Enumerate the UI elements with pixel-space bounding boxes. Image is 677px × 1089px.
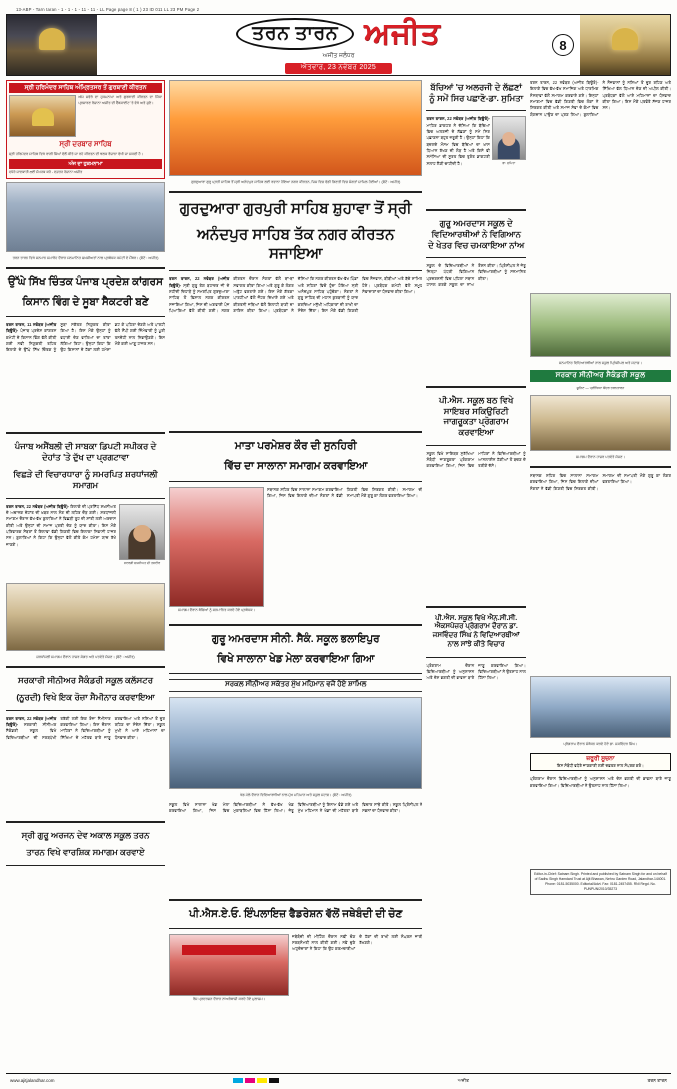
page-grid	[6, 80, 671, 1070]
doctor-portrait-photo	[492, 116, 526, 160]
school-headline-2: ਵਿਖੇ ਸਾਲਾਨਾ ਖੇਡ ਮੇਲਾ ਕਰਵਾਇਆ ਗਿਆ	[217, 652, 375, 665]
imprint-block: Editor-in-Chief: Satnam Singh. Printed and published by Satnam Singh for and on behalf of Sadhu Singh Hamdard Trust at Ajit Bhawan, Nehru Garden Road, Jalandhar-144001. Phone: 0181-5035000. Editorial/Advt. Fax: 0181-2457455. RNI Regd. No. PUNPUN/2010/35273	[530, 869, 671, 895]
promo-subhead: ਸ੍ਰੀ ਦਰਬਾਰ ਸਾਹਿਬ	[59, 141, 112, 148]
school-headline-1: ਗੁਰੂ ਅਮਰਦਾਸ ਸੀਨੀ. ਸੈਕੰ. ਸਕੂਲ ਭਲਾਇਪੁਰ	[211, 632, 380, 645]
photo-caption-2: ਸ਼ਰਧਾਂਜਲੀ ਸਮਾਗਮ ਦੌਰਾਨ ਹਾਜ਼ਰ ਸੰਗਤ ਅਤੇ ਪਤਵੰਤੇ ਸੱਜਣ। (ਫੋਟੋ : ਅਜੀਤ)	[36, 654, 135, 659]
article-3-dateline: ਤਰਨ ਤਾਰਨ, 22 ਨਵੰਬਰ (ਅਜੀਤ ਬਿਊਰੋ)-	[6, 715, 57, 728]
deceased-portrait-photo	[119, 504, 165, 560]
headline-4a: ਸ੍ਰੀ ਗੁਰੂ ਅਰਜਨ ਦੇਵ ਅਕਾਲ ਸਕੂਲ ਤਰਨ	[21, 829, 150, 840]
far-right-top-body: ਤਰਨ ਤਾਰਨ, 22 ਨਵੰਬਰ (ਅਜੀਤ ਬਿਊਰੋ)- ਇਲਾਕੇ ਵਿਚ ਵੱਖ-ਵੱਖ ਸਮਾਜਿਕ ਅਤੇ ਧਾਰਮਿਕ ਸੰਸਥਾਵਾਂ ਵੱਲੋਂ ਸਮਾਗਮ ਕਰਵਾਏ ਗਏ। ਇਨ੍ਹਾਂ ਸਮਾਗਮਾਂ ਵਿਚ ਵੱਡੀ ਗਿਣਤੀ ਵਿਚ ਲੋਕਾਂ ਨੇ ਸ਼ਿਰਕਤ ਕੀਤੀ ਅਤੇ ਸਮਾਜ ਸੇਵਾ ਦੇ ਕੰਮਾਂ ਵਿਚ ਯੋਗਦਾਨ ਪਾਉਣ ਦਾ ਪ੍ਰਣ ਲਿਆ। ਬੁਲਾਰਿਆਂ ਨੇ ਨੌਜਵਾਨਾਂ ਨੂੰ ਨਸ਼ਿਆਂ ਤੋਂ ਦੂਰ ਰਹਿਣ ਅਤੇ ਸਿੱਖਿਆ ਵੱਲ ਧਿਆਨ ਦੇਣ ਦੀ ਅਪੀਲ ਕੀਤੀ। ਪ੍ਰਬੰਧਕਾਂ ਵੱਲੋਂ ਆਏ ਮਹਿਮਾਨਾਂ ਦਾ ਧੰਨਵਾਦ ਕੀਤਾ ਗਿਆ। ਇਸ ਮੌਕੇ ਪਤਵੰਤੇ ਸੱਜਣ ਹਾਜ਼ਰ ਸਨ।	[529, 80, 671, 117]
portrait-caption: ਸਵਰਗੀ ਸ਼ਖ਼ਸੀਅਤ ਦੀ ਤਸਵੀਰ	[123, 560, 161, 565]
masthead-subtitle: ਅਜੀਤ ਜਲੰਧਰ	[322, 52, 355, 59]
far-right-column	[530, 80, 671, 1070]
cyber-article-body: ਸਕੂਲ ਵਿਖੇ ਸਾਇਬਰ ਸੁਰੱਖਿਆ ਸੰਬੰਧੀ ਜਾਗਰੂਕਤਾ ਪ੍ਰੋਗਰਾਮ ਕਰਵਾਇਆ ਗਿਆ, ਜਿਸ ਵਿਚ ਮਾਹਿਰਾਂ ਨੇ ਵਿਦਿਆਰਥੀਆਂ ਨੂੰ ਆਨਲਾਈਨ ਠੱਗੀਆਂ ਤੋਂ ਬਚਣ ਦੇ ਤਰੀਕੇ ਦੱਸੇ।	[426, 450, 526, 469]
left-column	[6, 80, 165, 1070]
health-headline: ਬੱਚਿਆਂ 'ਚ ਅਲਰਜੀ ਦੇ ਲੱਛਣਾਂ ਨੂੰ ਸਮੇਂ ਸਿਰ ਪਛਾਣੋ-ਡਾ. ਸੁਮਿਤਾ	[429, 82, 524, 103]
article-2-text: ਇਲਾਕੇ ਦੀ ਪ੍ਰਸਿੱਧ ਸ਼ਖ਼ਸੀਅਤ ਦੇ ਅਚਾਨਕ ਦੇਹਾਂਤ ਦੀ ਖ਼ਬਰ ਨਾਲ ਸੋਗ ਦੀ ਲਹਿਰ ਦੌੜ ਗਈ। ਸ਼ਰਧਾਂਜਲੀ ਸਮਾਗਮ ਦੌਰਾਨ ਵੱਖ-ਵੱਖ ਬੁਲਾਰਿਆਂ ਨੇ ਵਿਛੜੀ ਰੂਹ ਦੀ ਸ਼ਾਂਤੀ ਲਈ ਅਰਦਾਸ ਕੀਤੀ ਅਤੇ ਉਨ੍ਹਾਂ ਦੀ ਸਮਾਜ ਪ੍ਰਤੀ ਦੇਣ ਨੂੰ ਯਾਦ ਕੀਤਾ। ਇਸ ਮੌਕੇ ਪਰਿਵਾਰਕ ਮੈਂਬਰਾਂ ਤੋਂ ਇਲਾਵਾ ਵੱਡੀ ਗਿਣਤੀ ਵਿਚ ਇਲਾਕਾ ਨਿਵਾਸੀ ਹਾਜ਼ਰ ਸਨ। ਬੁਲਾਰਿਆਂ ਨੇ ਕਿਹਾ ਕਿ ਉਨ੍ਹਾਂ ਵੱਲੋਂ ਕੀਤੇ ਕੰਮ ਹਮੇਸ਼ਾ ਯਾਦ ਰੱਖੇ ਜਾਣਗੇ।	[6, 503, 117, 547]
article-1-text: ਪੰਜਾਬ ਪ੍ਰਦੇਸ਼ ਕਾਂਗਰਸ ਕਮੇਟੀ ਦੇ ਕਿਸਾਨ ਵਿੰਗ ਵੱਲੋਂ ਕੀਤੀ ਗਈ ਨਵੀਂ ਨਿਯੁਕਤੀ ਤਹਿਤ ਇਲਾਕੇ ਦੇ ਉੱਘੇ ਸਿੱਖ ਚਿੰਤਕ ਨੂੰ ਸੂਬਾ ਸਕੱਤਰ ਨਿਯੁਕਤ ਕੀਤਾ ਗਿਆ ਹੈ। ਇਸ ਮੌਕੇ ਉਨ੍ਹਾਂ ਨੂੰ ਵਧਾਈ ਦੇਣ ਵਾਲਿਆਂ ਦਾ ਤਾਂਤਾ ਲੱਗਿਆ ਰਿਹਾ। ਉਨ੍ਹਾਂ ਕਿਹਾ ਕਿ ਉਹ ਕਿਸਾਨਾਂ ਦੇ ਹੱਕਾਂ ਲਈ ਹਮੇਸ਼ਾ ਡਟ ਕੇ ਪਹਿਰਾ ਦੇਣਗੇ ਅਤੇ ਪਾਰਟੀ ਵੱਲੋਂ ਸੌਂਪੀ ਗਈ ਜ਼ਿੰਮੇਵਾਰੀ ਨੂੰ ਪੂਰੀ ਤਨਦੇਹੀ ਨਾਲ ਨਿਭਾਉਣਗੇ। ਇਸ ਮੌਕੇ ਕਈ ਆਗੂ ਹਾਜ਼ਰ ਸਨ।	[6, 322, 166, 353]
school-article-body: ਸਕੂਲ ਵਿਖੇ ਸਾਲਾਨਾ ਖੇਡ ਮੇਲਾ ਕਰਵਾਇਆ ਗਿਆ, ਜਿਸ ਵਿਚ ਵਿਦਿਆਰਥੀਆਂ ਨੇ ਵੱਖ-ਵੱਖ ਖੇਡ ਮੁਕਾਬਲਿਆਂ ਵਿਚ ਹਿੱਸਾ ਲਿਆ। ਜੇਤੂ ਵਿਦਿਆਰਥੀਆਂ ਨੂੰ ਇਨਾਮ ਵੰਡੇ ਗਏ ਅਤੇ ਮੁੱਖ ਮਹਿਮਾਨ ਨੇ ਖੇਡਾਂ ਦੀ ਮਹੱਤਤਾ ਬਾਰੇ ਵਿਚਾਰ ਸਾਂਝੇ ਕੀਤੇ। ਸਕੂਲ ਪ੍ਰਿੰਸੀਪਲ ਨੇ ਸਭਨਾਂ ਦਾ ਧੰਨਵਾਦ ਕੀਤਾ।	[169, 801, 423, 813]
article-3-body	[6, 716, 165, 816]
footer-masthead: ਅਜੀਤ	[457, 1078, 469, 1083]
science-article-body: ਸਕੂਲ ਦੇ ਵਿਦਿਆਰਥੀਆਂ ਨੇ ਜ਼ਿਲ੍ਹਾ ਪੱਧਰੀ ਵਿਗਿਆਨ ਪ੍ਰਦਰਸ਼ਨੀ ਵਿਚ ਪਹਿਲਾ ਸਥਾਨ ਹਾਸਲ ਕਰਕੇ ਸਕੂਲ ਦਾ ਨਾਂਅ ਰੌਸ਼ਨ ਕੀਤਾ। ਪ੍ਰਿੰਸੀਪਲ ਨੇ ਜੇਤੂ ਵਿਦਿਆਰਥੀਆਂ ਨੂੰ ਸਨਮਾਨਿਤ ਕੀਤਾ।	[426, 263, 526, 288]
promo-lines: ਅੱਜ ਸਵੇਰੇ ਦਾ ਹੁਕਮਨਾਮਾ ਅਤੇ ਗੁਰਬਾਣੀ ਕੀਰਤਨ ਦਾ ਸਿੱਧਾ ਪ੍ਰਸਾਰਣ ਰੋਜ਼ਾਨਾ ਅਜੀਤ ਦੀ ਵੈੱਬਸਾਈਟ 'ਤੇ ਵੇਖੋ ਅਤੇ ਸੁਣੋ।	[78, 95, 163, 105]
doctor-caption: ਡਾ. ਸੁਮਿਤਾ	[502, 161, 516, 166]
sports-meet-photo	[169, 697, 422, 789]
masthead-left-photo	[7, 15, 97, 75]
print-registration-strip: 13-ABP - Tarn taran - 1 - 1 - 1 - 11 - 11 - LL Page page 8 ( 1 ) 23 ID 011 LL 23 PM Page 2	[16, 6, 200, 12]
headline-3b: (ਨੂਰਦੀ) ਵਿਖੇ ਇਕ ਰੋਜ਼ਾ ਸੈਮੀਨਾਰ ਕਰਵਾਇਆ	[16, 692, 155, 703]
gurdwara-photo	[580, 15, 670, 75]
center-column	[169, 80, 422, 1070]
notice-ad-box	[530, 753, 671, 772]
photo-caption-1: ਤਰਨ ਤਾਰਨ ਵਿਖੇ ਸਨਮਾਨ ਸਮਾਰੋਹ ਦੌਰਾਨ ਸਨਮਾਨਿਤ ਸ਼ਖ਼ਸੀਅਤਾਂ ਨਾਲ ਪ੍ਰਬੰਧਕ ਕਮੇਟੀ ਦੇ ਮੈਂਬਰ। (ਫੋਟੋ : ਅਜੀਤ)	[12, 255, 159, 260]
notice-ad-sub: ਇਸ ਸੰਬੰਧੀ ਵਧੇਰੇ ਜਾਣਕਾਰੀ ਲਈ ਦਫ਼ਤਰ ਨਾਲ ਸੰਪਰਕ ਕਰੋ।	[557, 762, 644, 768]
school-banner-sub: ਯੂਨਿਟ — ਪ੍ਰੀਖਿਆ ਕੇਂਦਰ ਤਰਨਤਾਰਨ	[576, 386, 625, 391]
headline-3a: ਸਰਕਾਰੀ ਸੀਨੀਅਰ ਸੈਕੰਡਰੀ ਸਕੂਲ ਕਲੱਸਟਰ	[17, 674, 154, 685]
harmandir-sahib-photo	[9, 95, 76, 137]
school-subheadline: ਸਰਕਲ ਸੀਨੀਅਰ ਸਕੱਤਰ ਮੁੱਖ ਮਹਿਮਾਨ ਵਜੋਂ ਹੋਏ ਸ਼ਾਮਿਲ	[169, 679, 422, 692]
mata-function-photo	[169, 487, 264, 607]
ncc-headline: ਪੀ.ਐਸ. ਸਕੂਲ ਵਿਖੇ ਐਨ.ਸੀ.ਸੀ. ਐਕਸਪੋਜ਼ਰ ਪ੍ਰੋਗਰਾਮ ਦੌਰਾਨ ਡਾ. ਜਸਵਿੰਦਰ ਸਿੰਘ ਨੇ ਵਿਦਿਆਰਥੀਆਂ ਨਾਲ ਸਾਂਝੇ ਕੀਤੇ ਵਿਚਾਰ	[432, 614, 520, 648]
main-article-text: ਸ੍ਰੀ ਗੁਰੂ ਤੇਗ ਬਹਾਦਰ ਜੀ ਦੇ ਸ਼ਹੀਦੀ ਦਿਹਾੜੇ ਨੂੰ ਸਮਰਪਿਤ ਗੁਰਦੁਆਰਾ ਸਾਹਿਬ ਤੋਂ ਵਿਸ਼ਾਲ ਨਗਰ ਕੀਰਤਨ ਸਜਾਇਆ ਗਿਆ, ਜਿਸ ਦੀ ਅਗਵਾਈ ਪੰਜ ਪਿਆਰਿਆਂ ਵੱਲੋਂ ਕੀਤੀ ਗਈ। ਨਗਰ ਕੀਰਤਨ ਦੌਰਾਨ ਸੰਗਤਾਂ ਵੱਲੋਂ ਥਾਂ-ਥਾਂ ਸਵਾਗਤ ਕੀਤਾ ਗਿਆ ਅਤੇ ਗੁਰੂ ਕੇ ਲੰਗਰ ਅਤੁੱਟ ਵਰਤਾਏ ਗਏ। ਇਸ ਮੌਕੇ ਗੱਤਕਾ ਪਾਰਟੀਆਂ ਵੱਲੋਂ ਜੌਹਰ ਦਿਖਾਏ ਗਏ ਅਤੇ ਕੀਰਤਨੀ ਜਥਿਆਂ ਵੱਲੋਂ ਇਲਾਹੀ ਬਾਣੀ ਦਾ ਗਾਇਨ ਕੀਤਾ ਗਿਆ। ਪ੍ਰਬੰਧਕਾਂ ਨੇ ਦੱਸਿਆ ਕਿ ਨਗਰ ਕੀਰਤਨ ਵੱਖ-ਵੱਖ ਪਿੰਡਾਂ ਅਤੇ ਸ਼ਹਿਰਾਂ ਵਿਚੋਂ ਹੁੰਦਾ ਹੋਇਆ ਸ੍ਰੀ ਅਨੰਦਪੁਰ ਸਾਹਿਬ ਪਹੁੰਚੇਗਾ। ਸੰਗਤਾਂ ਨੇ ਗੁਰੂ ਸਾਹਿਬ ਦੀ ਮਹਾਨ ਕੁਰਬਾਨੀ ਨੂੰ ਯਾਦ ਕਰਦਿਆਂ ਮਨੁੱਖੀ ਅਧਿਕਾਰਾਂ ਦੀ ਰਾਖੀ ਦਾ ਸੰਦੇਸ਼ ਦਿੱਤਾ। ਇਸ ਮੌਕੇ ਵੱਡੀ ਗਿਣਤੀ ਵਿਚ ਨੌਜਵਾਨ, ਬੀਬੀਆਂ ਅਤੇ ਬੱਚੇ ਸ਼ਾਮਿਲ ਹੋਏ। ਪ੍ਰਬੰਧਕ ਕਮੇਟੀ ਵੱਲੋਂ ਸਮੂਹ ਸੇਵਾਦਾਰਾਂ ਦਾ ਧੰਨਵਾਦ ਕੀਤਾ ਗਿਆ।	[169, 276, 423, 313]
main-headline-line2: ਅਨੰਦਪੁਰ ਸਾਹਿਬ ਤੱਕ ਨਗਰ ਕੀਰਤਨ ਸਜਾਇਆ	[197, 225, 395, 262]
masthead-date: ਐਤਵਾਰ, 23 ਨਵੰਬਰ 2025	[285, 63, 392, 74]
headline-4b: ਤਾਰਨ ਵਿਖੇ ਵਾਰਸ਼ਿਕ ਸਮਾਗਮ ਕਰਵਾਏ	[26, 847, 145, 858]
nagar-kirtan-main-photo	[169, 80, 422, 176]
article-1-dateline: ਤਰਨ ਤਾਰਨ, 11 ਨਵੰਬਰ (ਅਜੀਤ ਬਿਊਰੋ)-	[6, 322, 57, 334]
protest-photo	[169, 934, 289, 996]
headline-2a: ਪੰਜਾਬ ਅਸੈਂਬਲੀ ਦੀ ਸਾਬਕਾ ਡਿਪਟੀ ਸਪੀਕਰ ਦੇ ਦੇਹਾਂਤ 'ਤੇ ਦੁੱਖ ਦਾ ਪ੍ਰਗਟਾਵਾ	[14, 441, 157, 462]
health-article-body	[426, 116, 489, 204]
memorial-meeting-photo	[6, 583, 165, 651]
article-3-text: ਸਰਕਾਰੀ ਸੀਨੀਅਰ ਸੈਕੰਡਰੀ ਸਕੂਲ ਵਿਖੇ ਵਿਦਿਆਰਥੀਆਂ ਦੀ ਸਰਬਪੱਖੀ ਤਰੱਕੀ ਲਈ ਇਕ ਰੋਜ਼ਾ ਸੈਮੀਨਾਰ ਕਰਵਾਇਆ ਗਿਆ। ਇਸ ਦੌਰਾਨ ਮਾਹਿਰਾਂ ਨੇ ਵਿਦਿਆਰਥੀਆਂ ਨੂੰ ਸਿੱਖਿਆ ਦੇ ਮਹੱਤਵ ਬਾਰੇ ਜਾਣੂ ਕਰਵਾਇਆ ਅਤੇ ਨਸ਼ਿਆਂ ਤੋਂ ਦੂਰ ਰਹਿਣ ਦਾ ਸੰਦੇਸ਼ ਦਿੱਤਾ। ਸਕੂਲ ਮੁਖੀ ਨੇ ਆਏ ਮਹਿਮਾਨਾਂ ਦਾ ਧੰਨਵਾਦ ਕੀਤਾ।	[6, 715, 166, 740]
ncc-program-photo	[530, 676, 671, 738]
bottom-photo-caption: ਰੋਸ ਪ੍ਰਦਰਸ਼ਨ ਦੌਰਾਨ ਨਾਅਰੇਬਾਜ਼ੀ ਕਰਦੇ ਹੋਏ ਮੁਲਾਜ਼ਮ।	[192, 996, 266, 1001]
article-2-body	[6, 504, 116, 580]
notice-ad-head: ਜ਼ਰੂਰੀ ਸੂਚਨਾ	[586, 755, 615, 762]
bottom-headline: ਪੀ.ਐਸ.ਏ.ਓ. ਇੰਪਲਾਇਜ਼ ਫੈਡਰੇਸ਼ਨ ਵੱਲੋਂ ਜਥੇਬੰਦੀ ਦੀ ਚੋਣ	[189, 907, 403, 920]
group-photo-right	[530, 395, 671, 451]
mata-headline-1: ਮਾਤਾ ਪਰਮੇਸ਼ਰ ਕੌਰ ਦੀ ਸੁਨਹਿਰੀ	[234, 440, 357, 453]
bottom-article-body: ਜਥੇਬੰਦੀ ਦੀ ਮੀਟਿੰਗ ਦੌਰਾਨ ਨਵੀਂ ਚੋਣ ਸਰਬਸੰਮਤੀ ਨਾਲ ਕੀਤੀ ਗਈ। ਨਵੇਂ ਚੁਣੇ ਅਹੁਦੇਦਾਰਾਂ ਨੇ ਕਿਹਾ ਕਿ ਉਹ ਕਰਮਚਾਰੀਆਂ ਦੇ ਹੱਕਾਂ ਦੀ ਰਾਖੀ ਲਈ ਸੰਘਰਸ਼ ਜਾਰੀ ਰੱਖਣਗੇ।	[292, 933, 423, 952]
masthead-center	[97, 15, 580, 75]
footer-website[interactable]: www.ajitjalandhar.com	[10, 1078, 55, 1083]
page-footer	[6, 1073, 671, 1087]
ncc-article-body: ਪ੍ਰੋਗਰਾਮ ਦੌਰਾਨ ਵਿਦਿਆਰਥੀਆਂ ਨੂੰ ਅਨੁਸ਼ਾਸਨ ਅਤੇ ਦੇਸ਼ ਭਗਤੀ ਦੀ ਭਾਵਨਾ ਬਾਰੇ ਜਾਣੂ ਕਰਵਾਇਆ ਗਿਆ। ਵਿਦਿਆਰਥੀਆਂ ਨੇ ਉਤਸ਼ਾਹ ਨਾਲ ਹਿੱਸਾ ਲਿਆ।	[426, 662, 526, 681]
cyber-headline: ਪੀ.ਐਸ. ਸਕੂਲ ਬਠ ਵਿਖੇ ਸਾਇਬਰ ਸਕਿਉਰਿਟੀ ਜਾਗਰੂਕਤਾ ਪ੍ਰੋਗਰਾਮ ਕਰਵਾਇਆ	[439, 395, 514, 437]
ncc-photo-caption: ਪ੍ਰੋਗਰਾਮ ਦੌਰਾਨ ਸੰਬੋਧਨ ਕਰਦੇ ਹੋਏ ਡਾ. ਜਸਵਿੰਦਰ ਸਿੰਘ।	[563, 741, 638, 746]
far-right-photo-caption: ਸਮਾਗਮ ਦੌਰਾਨ ਹਾਜ਼ਰ ਪਤਵੰਤੇ ਸੱਜਣ।	[575, 454, 625, 459]
honour-ceremony-photo	[6, 182, 165, 252]
headline-1a: ਉੱਘੇ ਸਿੱਖ ਚਿੰਤਕ ਪੰਜਾਬ ਪ੍ਰਦੇਸ਼ ਕਾਂਗਰਸ	[7, 275, 164, 288]
masthead-right-photo	[580, 15, 670, 75]
newspaper-title: ਅਜੀਤ	[364, 16, 441, 50]
school-photo-caption: ਖੇਡ ਮੇਲੇ ਦੌਰਾਨ ਵਿਦਿਆਰਥੀਆਂ ਨਾਲ ਮੁੱਖ ਮਹਿਮਾਨ ਅਤੇ ਸਕੂਲ ਸਟਾਫ਼। (ਫੋਟੋ : ਅਜੀਤ)	[240, 792, 352, 797]
mata-headline-2: ਵਿੱਚ ਦਾ ਸਾਲਾਨਾ ਸਮਾਗਮ ਕਰਵਾਇਆ	[224, 460, 368, 473]
promo-red-strip: ਅੱਜ ਦਾ ਹੁਕਮਨਾਮਾ	[9, 159, 162, 169]
golden-temple-night-photo	[7, 15, 97, 75]
far-right-mid-body: ਸਥਾਨਕ ਸ਼ਹਿਰ ਵਿਚ ਸਾਲਾਨਾ ਸਮਾਗਮ ਕਰਵਾਇਆ ਗਿਆ, ਜਿਸ ਵਿਚ ਇਲਾਕੇ ਦੀਆਂ ਸੰਗਤਾਂ ਨੇ ਵੱਡੀ ਗਿਣਤੀ ਵਿਚ ਸ਼ਿਰਕਤ ਕੀਤੀ। ਸਮਾਗਮ ਦੀ ਸਮਾਪਤੀ ਮੌਕੇ ਗੁਰੂ ਕਾ ਲੰਗਰ ਵਰਤਾਇਆ ਗਿਆ।	[529, 472, 671, 491]
main-article-dateline: ਤਰਨ ਤਾਰਨ, 22 ਨਵੰਬਰ (ਅਜੀਤ ਬਿਊਰੋ)-	[169, 276, 230, 288]
headline-2b: ਵਿਛੜੇ ਦੀ ਵਿਚਾਰਧਾਰਾ ਨੂੰ ਸਮਰਪਿਤ ਸ਼ਰਧਾਂਜਲੀ ਸਮਾਗਮ	[13, 469, 158, 490]
gurbani-promo-box	[6, 80, 165, 179]
mata-photo-caption: ਸਮਾਗਮ ਦੌਰਾਨ ਬੱਚਿਆਂ ਨੂੰ ਸਨਮਾਨਿਤ ਕਰਦੇ ਹੋਏ ਪ੍ਰਬੰਧਕ।	[178, 607, 255, 612]
article-1-body	[6, 322, 165, 427]
page-number: 8	[552, 34, 574, 56]
promo-note: ਸ੍ਰੀ ਹਰਿਮੰਦਰ ਸਾਹਿਬ ਵਿਖੇ ਰਾਗੀ ਸਿੰਘਾਂ ਵੱਲੋਂ ਕੀਤੇ ਜਾ ਰਹੇ ਕੀਰਤਨ ਦੀ ਝਲਕ ਰੋਜ਼ਾਨਾ ਵੇਖੀ ਜਾ ਸਕਦੀ ਹੈ।	[9, 151, 144, 156]
main-headline-line1: ਗੁਰਦੁਆਰਾ ਗੁਰਪੁਰੀ ਸਾਹਿਬ ਸ਼ੁਹਾਵਾ ਤੋਂ ਸ੍ਰੀ	[179, 200, 412, 218]
promo-title: ਸ੍ਰੀ ਹਰਿਮੰਦਰ ਸਾਹਿਬ ਅੰਮ੍ਰਿਤਸਰ ਤੋਂ ਗੁਰਬਾਣੀ ਕੀਰਤਨ	[9, 83, 162, 93]
health-dateline: ਤਰਨ ਤਾਰਨ, 22 ਨਵੰਬਰ (ਅਜੀਤ ਬਿਊਰੋ)-	[426, 116, 490, 122]
color-registration-bars	[233, 1078, 279, 1083]
far-right-bottom-body: ਪ੍ਰੋਗਰਾਮ ਦੌਰਾਨ ਵਿਦਿਆਰਥੀਆਂ ਨੂੰ ਅਨੁਸ਼ਾਸਨ ਅਤੇ ਦੇਸ਼ ਭਗਤੀ ਦੀ ਭਾਵਨਾ ਬਾਰੇ ਜਾਣੂ ਕਰਵਾਇਆ ਗਿਆ। ਵਿਦਿਆਰਥੀਆਂ ਨੇ ਉਤਸ਼ਾਹ ਨਾਲ ਹਿੱਸਾ ਲਿਆ।	[529, 776, 672, 788]
main-photo-caption: ਗੁਰਦੁਆਰਾ ਗੁਰੂ ਪ੍ਰਤੀ ਸਾਹਿਬ ਤੋਂ ਸ੍ਰੀ ਅਨੰਦਪੁਰ ਸਾਹਿਬ ਲਈ ਰਵਾਨਾ ਹੋਇਆ ਨਗਰ ਕੀਰਤਨ, ਜਿਸ ਵਿਚ ਵੱਡੀ ਗਿਣਤੀ ਵਿਚ ਸੰਗਤਾਂ ਸ਼ਾਮਿਲ ਹੋਈਆਂ। (ਫੋਟੋ : ਅਜੀਤ)	[191, 180, 401, 184]
main-article-body	[169, 276, 422, 426]
science-photo-caption: ਸਨਮਾਨਿਤ ਵਿਦਿਆਰਥੀਆਂ ਨਾਲ ਸਕੂਲ ਪ੍ਰਿੰਸੀਪਲ ਅਤੇ ਸਟਾਫ਼।	[559, 361, 642, 365]
award-ceremony-photo	[530, 293, 671, 357]
mata-article-body: ਸਥਾਨਕ ਸ਼ਹਿਰ ਵਿਚ ਸਾਲਾਨਾ ਸਮਾਗਮ ਕਰਵਾਇਆ ਗਿਆ, ਜਿਸ ਵਿਚ ਇਲਾਕੇ ਦੀਆਂ ਸੰਗਤਾਂ ਨੇ ਵੱਡੀ ਗਿਣਤੀ ਵਿਚ ਸ਼ਿਰਕਤ ਕੀਤੀ। ਸਮਾਗਮ ਦੀ ਸਮਾਪਤੀ ਮੌਕੇ ਗੁਰੂ ਕਾ ਲੰਗਰ ਵਰਤਾਇਆ ਗਿਆ।	[267, 486, 423, 498]
headline-1b: ਕਿਸਾਨ ਵਿੰਗ ਦੇ ਸੂਬਾ ਸੈਕਟਰੀ ਬਣੇ	[22, 295, 149, 308]
article-2-dateline: ਤਰਨ ਤਾਰਨ, 22 ਨਵੰਬਰ (ਅਜੀਤ ਬਿਊਰੋ)-	[6, 503, 69, 509]
masthead	[6, 14, 671, 76]
science-headline: ਗੁਰੂ ਅਮਰਦਾਸ ਸਕੂਲ ਦੇ ਵਿਦਿਆਰਥੀਆਂ ਨੇ ਵਿਗਿਆਨ ਦੇ ਖੇਤਰ ਵਿਚ ਚਮਕਾਇਆ ਨਾਂਅ	[428, 218, 525, 250]
promo-footer-note: ਵਧੇਰੇ ਜਾਣਕਾਰੀ ਲਈ ਸੰਪਰਕ ਕਰੋ - ਦਫ਼ਤਰ ਰੋਜ਼ਾਨਾ ਅਜੀਤ	[9, 170, 83, 175]
school-banner: ਸਰਕਾਰ ਸੀਨੀਅਰ ਸੈਕੰਡਰੀ ਸਕੂਲ	[530, 370, 671, 382]
health-text: ਮਾਹਿਰ ਡਾਕਟਰ ਨੇ ਦੱਸਿਆ ਕਿ ਬੱਚਿਆਂ ਵਿਚ ਅਲਰਜੀ ਦੇ ਲੱਛਣਾਂ ਨੂੰ ਸਮੇਂ ਸਿਰ ਪਛਾਣਨਾ ਬਹੁਤ ਜ਼ਰੂਰੀ ਹੈ। ਉਨ੍ਹਾਂ ਕਿਹਾ ਕਿ ਬਦਲਦੇ ਮੌਸਮ ਵਿਚ ਬੱਚਿਆਂ ਦਾ ਖ਼ਾਸ ਧਿਆਨ ਰੱਖਣ ਦੀ ਲੋੜ ਹੈ ਅਤੇ ਕਿਸੇ ਵੀ ਸਮੱਸਿਆ ਦੀ ਸੂਰਤ ਵਿਚ ਤੁਰੰਤ ਡਾਕਟਰੀ ਸਲਾਹ ਲੈਣੀ ਚਾਹੀਦੀ ਹੈ।	[426, 122, 490, 166]
footer-edition: ਤਰਨ ਤਾਰਨ	[647, 1078, 667, 1083]
right-narrow-column	[426, 80, 525, 1070]
edition-name: ਤਰਨ ਤਾਰਨ	[236, 18, 354, 50]
